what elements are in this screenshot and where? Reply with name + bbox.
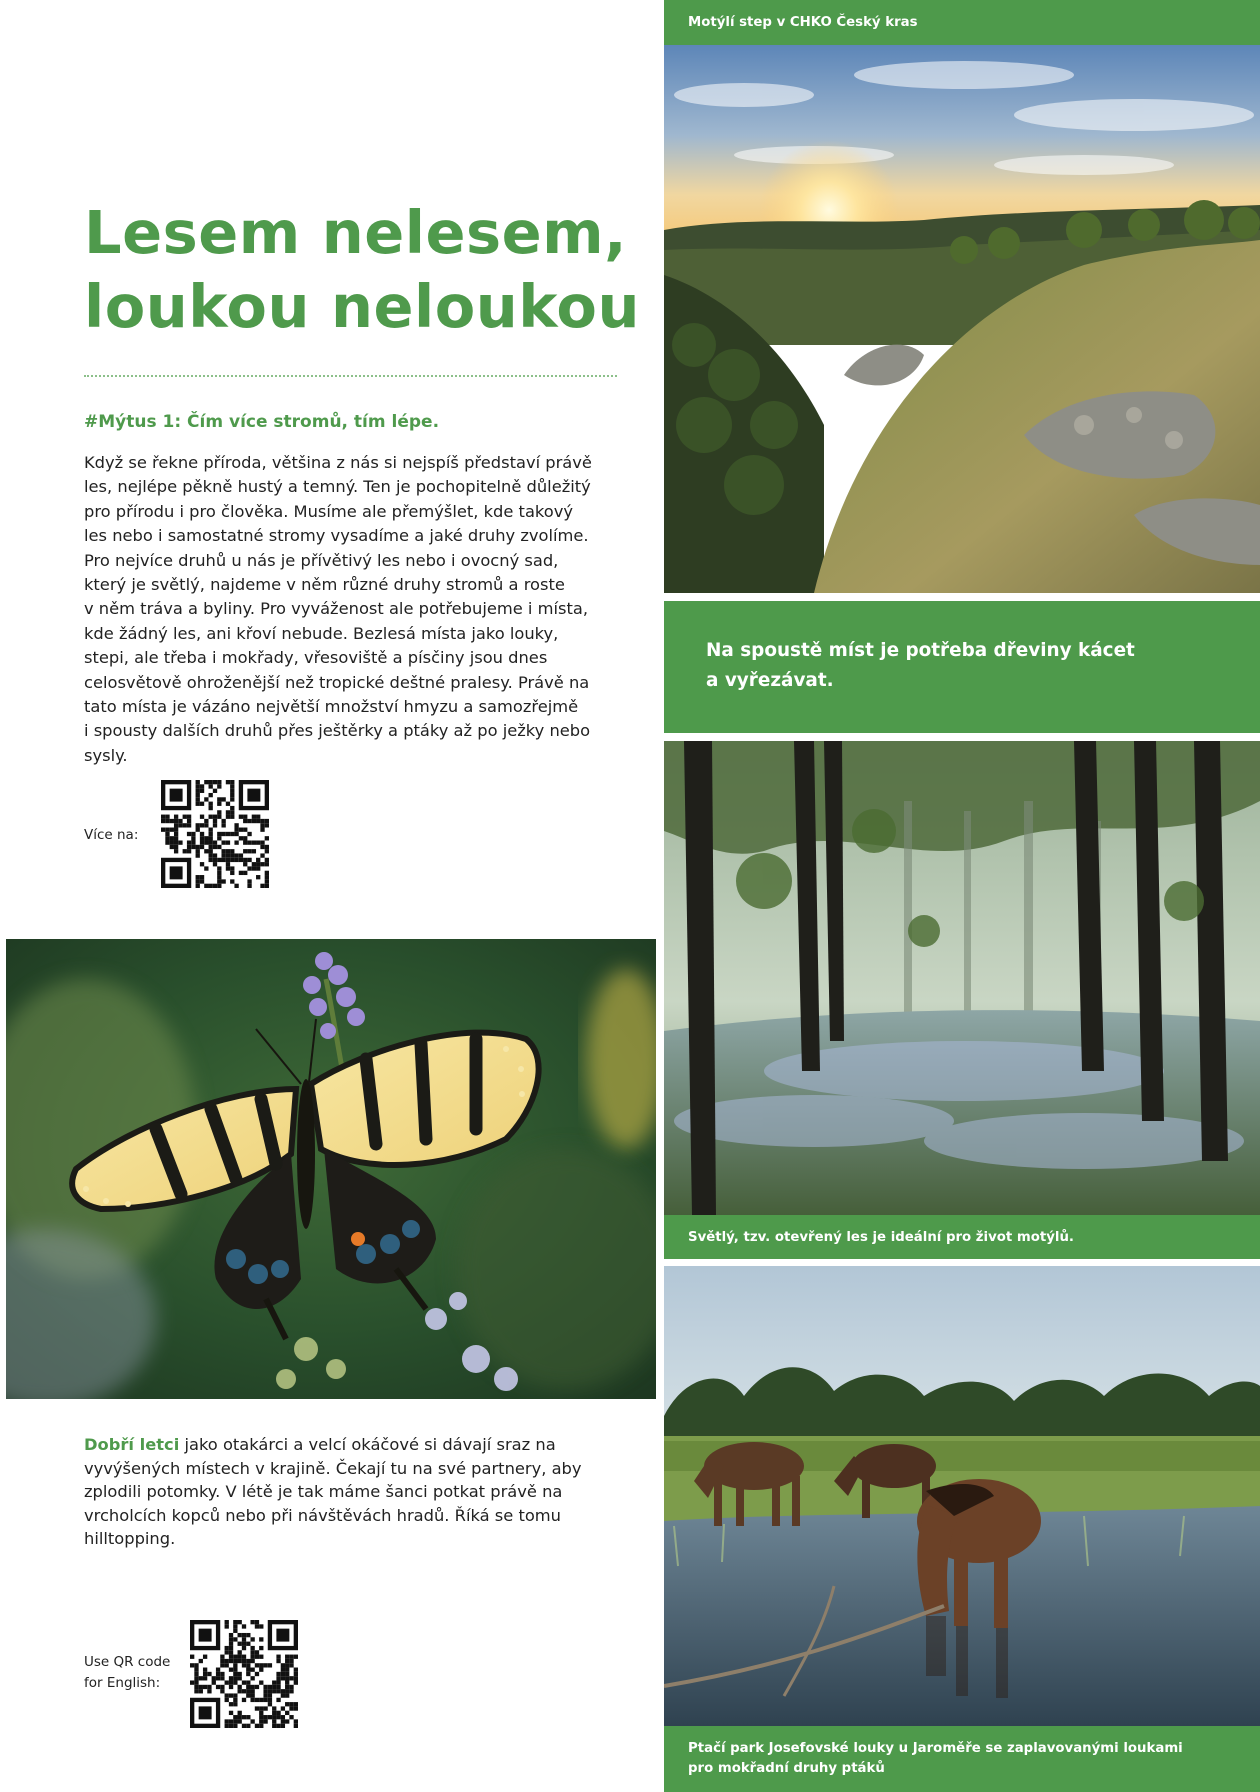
- qr-more-label-text: Více na:: [84, 827, 139, 843]
- callout-box: [664, 601, 1260, 733]
- intro-line: sysly.: [84, 745, 128, 765]
- intro-line: les nebo i samostatné stromy vysadíme a jaké druhy zvolíme.: [84, 526, 589, 546]
- intro-line: tato místa je vázáno největší množství hmyzu a samozřejmě: [84, 697, 579, 717]
- steppe-sunset-photo: [664, 45, 1260, 593]
- horses-wetland-photo: [664, 1266, 1260, 1726]
- intro-line: v něm tráva a byliny. Pro vyváženost ale potřebujeme i místa,: [84, 599, 589, 619]
- qr-more-label: [84, 825, 138, 846]
- highlight-good-flyers: Dobří letci: [84, 1435, 180, 1454]
- intro-line: les, nejlépe pěkně hustý a temný. Ten je pochopitelně důležitý: [84, 477, 591, 497]
- page-title: [84, 196, 644, 344]
- swallowtail-butterfly-photo: [6, 939, 656, 1399]
- title-line-1: Lesem nelesem,: [84, 198, 628, 267]
- hilltopping-line: [84, 1433, 624, 1457]
- qr-english-label-line: Use QR code: [84, 1654, 171, 1670]
- title-line-2: loukou neloukou: [84, 272, 640, 341]
- dotted-divider: [84, 375, 617, 377]
- intro-line: kde žádný les, ani křoví nebude. Bezlesá místa jako louky,: [84, 623, 559, 643]
- steppe-caption-bar: [664, 0, 1260, 45]
- qr-code-more-info[interactable]: [161, 780, 269, 888]
- open-forest-photo: [664, 741, 1260, 1215]
- hilltopping-line: vrcholcích kopců nebo při návštěvách hradů. Říká se tomu: [84, 1505, 561, 1525]
- forest-caption: Světlý, tzv. otevřený les je ideální pro život motýlů.: [688, 1230, 1074, 1245]
- hilltopping-line: vyvýšených místech v krajině. Čekají tu na své partnery, aby: [84, 1458, 582, 1478]
- wetland-caption-line: Ptačí park Josefovské louky u Jaroměře se zaplavovanými loukami: [688, 1741, 1183, 1756]
- intro-line: který je světlý, najdeme v něm různé druhy stromů a roste: [84, 575, 565, 595]
- hilltopping-line-rest: jako otakárci a velcí okáčové si dávají sraz na: [179, 1435, 556, 1454]
- callout-line: a vyřezávat.: [706, 670, 834, 691]
- intro-line: Pro nejvíce druhů u nás je přívětivý les nebo i ovocný sad,: [84, 550, 559, 570]
- callout-text: [706, 636, 1135, 696]
- hilltopping-line: zplodili potomky. V létě je tak máme šanci potkat právě na: [84, 1482, 563, 1502]
- intro-paragraph: [84, 451, 624, 768]
- forest-caption-bar: [664, 1215, 1260, 1259]
- intro-line: stepi, ale třeba i mokřady, vřesoviště a písčiny jsou dnes: [84, 648, 548, 668]
- hilltopping-line: hilltopping.: [84, 1529, 176, 1549]
- wetland-caption-bar: [664, 1726, 1260, 1792]
- steppe-caption: Motýlí step v CHKO Český kras: [688, 15, 918, 30]
- qr-code-english[interactable]: [190, 1620, 298, 1728]
- myth-heading: #Mýtus 1: Čím více stromů, tím lépe.: [84, 412, 440, 432]
- intro-line: i spousty dalších druhů přes ještěrky a ptáky až po ježky nebo: [84, 721, 591, 741]
- qr-english-label: [84, 1652, 170, 1694]
- intro-line: pro přírodu i pro člověka. Musíme ale přemýšlet, kde takový: [84, 501, 574, 521]
- hilltopping-paragraph: [84, 1433, 624, 1551]
- intro-line: Když se řekne příroda, většina z nás si nejspíš představí právě: [84, 453, 592, 472]
- callout-line: Na spoustě míst je potřeba dřeviny kácet: [706, 640, 1135, 661]
- intro-line: celosvětově ohroženější než tropické deštné pralesy. Právě na: [84, 672, 590, 692]
- wetland-caption-line: pro mokřadní druhy ptáků: [688, 1761, 885, 1776]
- qr-english-label-line: for English:: [84, 1675, 161, 1691]
